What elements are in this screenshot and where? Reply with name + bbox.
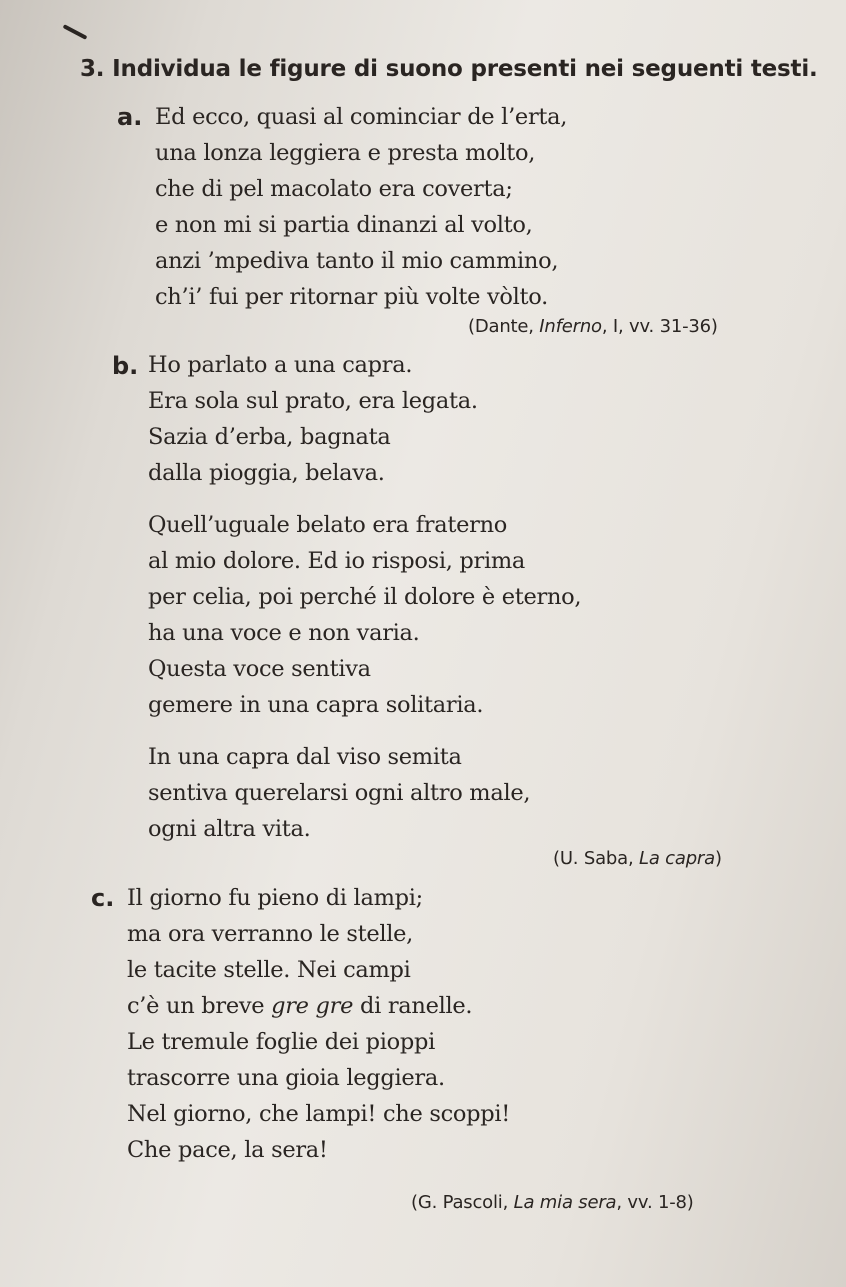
poem-line: per celia, poi perché il dolore è eterno, — [148, 584, 582, 610]
poem-line: Ed ecco, quasi al cominciar de l’erta, — [155, 104, 568, 130]
poem-line: e non mi si partia dinanzi al volto, — [155, 212, 533, 238]
section-c-letter: c. — [91, 884, 115, 912]
poem-line: Nel giorno, che lampi! che scoppi! — [127, 1101, 510, 1127]
poem-line: anzi ’mpediva tanto il mio cammino, — [155, 248, 559, 274]
section-a-source: (Dante, Inferno, I, vv. 31-36) — [468, 316, 718, 337]
poem-line: sentiva querelarsi ogni altro male, — [148, 780, 531, 806]
section-a-letter: a. — [117, 103, 143, 131]
poem-line: gemere in una capra solitaria. — [148, 692, 484, 718]
section-c-source: (G. Pascoli, La mia sera, vv. 1-8) — [411, 1192, 694, 1213]
poem-line: una lonza leggiera e presta molto, — [155, 140, 536, 166]
pen-mark — [63, 24, 88, 40]
exercise-title: Individua le figure di suono presenti nei seguenti testi. — [112, 56, 818, 82]
poem-line: Che pace, la sera! — [127, 1137, 328, 1163]
poem-line: ch’i’ fui per ritornar più volte vòlto. — [155, 284, 548, 310]
poem-line: Era sola sul prato, era legata. — [148, 388, 478, 414]
poem-line: In una capra dal viso semita — [148, 744, 462, 770]
exercise-number: 3. — [80, 56, 105, 82]
poem-line: che di pel macolato era coverta; — [155, 176, 513, 202]
poem-line: ogni altra vita. — [148, 816, 311, 842]
poem-line: Questa voce sentiva — [148, 656, 371, 682]
poem-line: dalla pioggia, belava. — [148, 460, 385, 486]
poem-line: Le tremule foglie dei pioppi — [127, 1029, 435, 1055]
poem-line: Quell’uguale belato era fraterno — [148, 512, 508, 538]
poem-line: c’è un breve gre gre di ranelle. — [127, 993, 473, 1019]
poem-line: trascorre una gioia leggiera. — [127, 1065, 445, 1091]
section-a-poem — [155, 99, 567, 315]
section-c-poem — [127, 880, 510, 1168]
poem-line: Ho parlato a una capra. — [148, 352, 413, 378]
poem-line: ma ora verranno le stelle, — [127, 921, 414, 947]
onomatopoeia: gre gre — [271, 993, 354, 1019]
poem-line: Il giorno fu pieno di lampi; — [127, 885, 423, 911]
poem-line: Sazia d’erba, bagnata — [148, 424, 391, 450]
poem-line: le tacite stelle. Nei campi — [127, 957, 411, 983]
poem-line: ha una voce e non varia. — [148, 620, 420, 646]
section-b-letter: b. — [112, 352, 139, 380]
exercise-heading — [80, 56, 818, 82]
section-b-source: (U. Saba, La capra) — [553, 848, 722, 869]
section-b-poem — [148, 347, 581, 847]
poem-line: al mio dolore. Ed io risposi, prima — [148, 548, 526, 574]
